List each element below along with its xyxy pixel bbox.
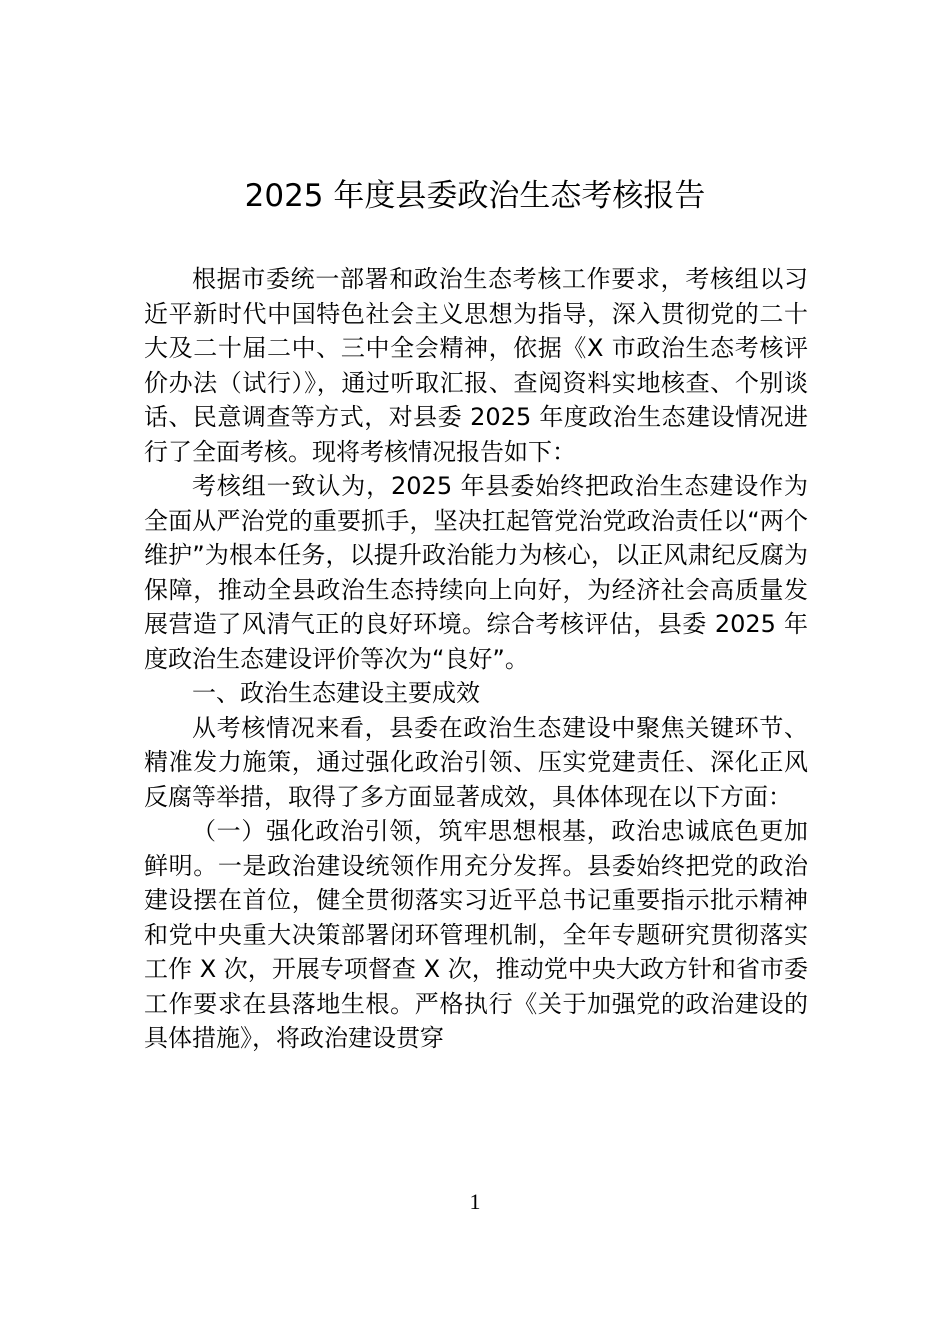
section-heading-achievements: 一、政治生态建设主要成效 [192,679,480,707]
paragraph-overall-assessment: 考核组一致认为，2025 年县委始终把政治生态建设作为全面从严治党的重要抓手，坚决扛起管党治党政治责任以“两个维护”为根本任务，以提升政治能力为核心，以正风肃纪反腐为保障，推动全县政治生态持续向上向好，为经济社会高质量发展营造了风清气正的良好环境。综合考核评估，县委 2025 年度政治生态建设评价等次为“良好”。 [144,472,808,673]
paragraph-intro: 根据市委统一部署和政治生态考核工作要求，考核组以习近平新时代中国特色社会主义思想为指导，深入贯彻党的二十大及二十届二中、三中全会精神，依据《X 市政治生态考核评价办法（试行）》，通过听取汇报、查阅资料实地核查、个别谈话、民意调查等方式，对县委 2025 年度政治生态建设情况进行了全面考核。现将考核情况报告如下： [144,265,808,466]
document-title: 2025 年度县委政治生态考核报告 [244,178,706,214]
page-number: 1 [469,1189,481,1214]
document-body [144,262,808,1056]
paragraph-political-leadership: （一）强化政治引领，筑牢思想根基，政治忠诚底色更加鲜明。一是政治建设统领作用充分发挥。县委始终把党的政治建设摆在首位，健全贯彻落实习近平总书记重要指示批示精神和党中央重大决策部署闭环管理机制，全年专题研究贯彻落实工作 X 次，开展专项督查 X 次，推动党中央大政方针和省市委工作要求在县落地生根。严格执行《关于加强党的政治建设的具体措施》，将政治建设贯穿 [144,817,808,1052]
paragraph-achievements-summary: 从考核情况来看，县委在政治生态建设中聚焦关键环节、精准发力施策，通过强化政治引领、压实党建责任、深化正风反腐等举措，取得了多方面显著成效，具体体现在以下方面： [144,713,808,811]
